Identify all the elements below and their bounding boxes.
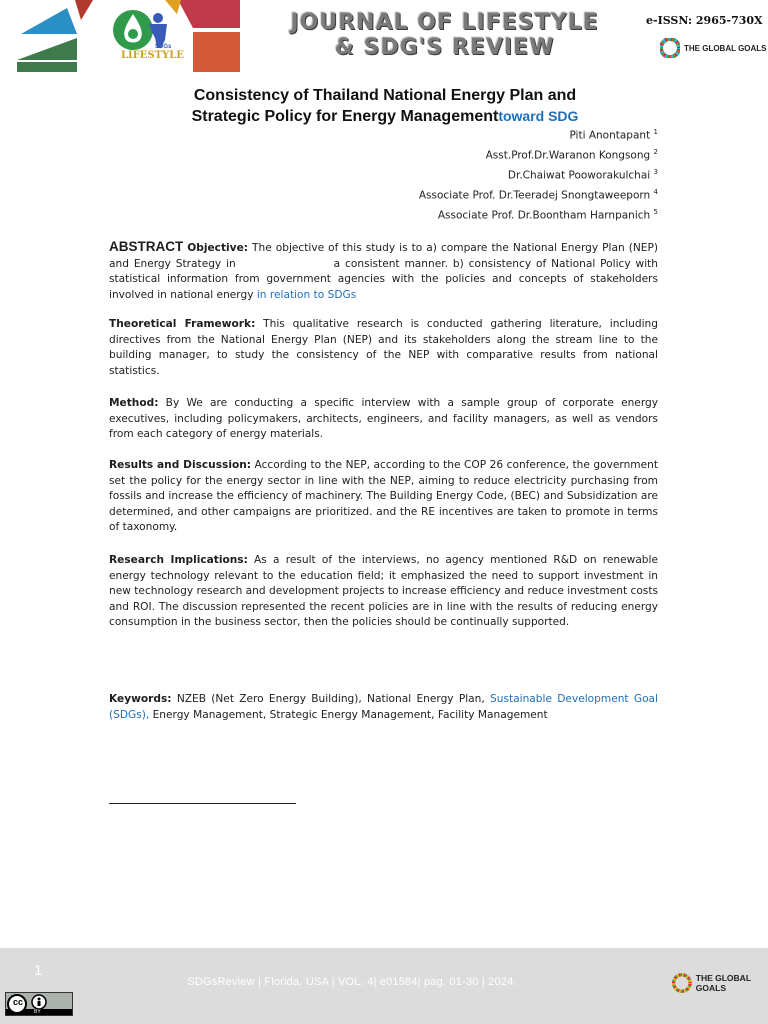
implications-text: As a result of the interviews, no agency mentioned R&D on renewable energy technology relevant to the education field; it emphasized the need to support investment in new technology research and development projects to increase efficiency and reduce investment costs and ROI. The discussion represented the recent policies are in line with the results of reducing energy consumption in the business sector, then the policies should be continually supported. — [109, 554, 658, 629]
abstract-heading: ABSTRACT — [109, 239, 184, 254]
page-number: 1 — [34, 962, 43, 979]
abstract-keywords — [109, 692, 658, 723]
global-goals-wheel-icon — [660, 38, 680, 58]
footnote-rule — [109, 803, 296, 804]
cc-by-license-badge[interactable] — [5, 992, 73, 1016]
journal-title-line1: JOURNAL OF LIFESTYLE — [290, 10, 599, 35]
by-label: BY — [34, 1009, 41, 1015]
logo-label: LIFESTYLE — [121, 50, 184, 61]
abstract-framework — [109, 317, 658, 379]
footer-citation: SDGsReview | Florida, USA | VOL. 4| e01584| pag. 01-30 | 2024. — [187, 976, 517, 988]
abstract-method — [109, 396, 658, 443]
abstract-objective — [109, 239, 662, 303]
journal-title-line2: & SDG'S REVIEW — [334, 35, 555, 60]
keywords-label: Keywords: — [109, 693, 172, 705]
paper-title-line1: Consistency of Thailand National Energy Plan and — [193, 87, 577, 104]
results-text: According to the NEP, according to the COP 26 conference, the government set the policy for the energy sector in line with the NEP, aiming to reduce electricity purchasing from fossils and increase the efficiency of machinery. The Building Energy Code, (BEC) and Subsidization are determined, and other campaigns are prioritized. and the RE incentives are taken to promote in terms of taxonomy. — [109, 459, 658, 534]
author-item: Associate Prof. Dr.Teeradej Snongtaweeporn $^4$ — [418, 188, 658, 202]
global-goals-wheel-icon — [672, 971, 692, 995]
framework-text: This qualitative research is conducted gathering literature, including directives from the National Energy Plan (NEP) and its stakeholders along the stream line to the building manager, to study the consistency of the NEP with comparative results from national statistics. — [109, 318, 659, 377]
abstract-results — [109, 458, 658, 536]
framework-label: Theoretical Framework: — [109, 318, 256, 330]
author-list — [419, 124, 658, 224]
method-text: By We are conducting a specific interview with a sample group of corporate energy executives, including policymakers, architects, engineers, and facility managers, as well as vendors from each category of energy materials. — [109, 397, 658, 441]
keywords-sdg-link[interactable]: Sustainable Development Goal (SDGs), — [109, 693, 658, 721]
abstract-implications — [109, 553, 658, 631]
objective-label: Objective: — [187, 242, 248, 254]
objective-text: The objective of this study is to a) compare the National Energy Plan (NEP) and Energy Strategy in a consistent manner. b) consistency of National Policy with statistical information from government agencies with the policies and concepts of stakeholders involved in national energy — [109, 242, 662, 301]
logo-top-label: SDGs — [155, 44, 172, 50]
global-goals-logo — [660, 38, 767, 58]
author-item: Dr.Chaiwat Pooworakulchai $^3$ — [507, 168, 658, 182]
paper-title-suffix: toward SDG — [498, 108, 579, 124]
keywords-text-1: NZEB (Net Zero Energy Building), National Energy Plan, — [171, 693, 491, 705]
footer-global-goals-logo — [672, 971, 768, 995]
results-label: Results and Discussion: — [109, 459, 252, 471]
author-item: Associate Prof. Dr.Boontham Harnpanich $^5$ — [437, 208, 658, 222]
paper-title — [150, 86, 620, 127]
global-goals-label: THE GLOBAL GOALS — [684, 43, 767, 53]
eissn-label: e-ISSN: 2965-730X — [646, 14, 763, 27]
author-item: Asst.Prof.Dr.Waranon Kongsong $^2$ — [485, 148, 658, 162]
keywords-text-2: Energy Management, Strategic Energy Management, Facility Management — [149, 708, 548, 721]
paper-title-line2: Strategic Policy for Energy Management — [191, 108, 499, 125]
footer-global-goals-label: THE GLOBAL GOALS — [695, 973, 751, 993]
journal-title — [262, 10, 627, 60]
author-item: Piti Anontapant $^1$ — [569, 128, 658, 142]
method-label: Method: — [109, 397, 159, 409]
sdg-wheel-logo-icon — [15, 0, 240, 72]
objective-sdg-link[interactable]: in relation to SDGs — [256, 288, 357, 301]
cc-label: cc — [12, 997, 23, 1007]
journal-logo — [15, 0, 240, 72]
implications-label: Research Implications: — [109, 554, 248, 566]
